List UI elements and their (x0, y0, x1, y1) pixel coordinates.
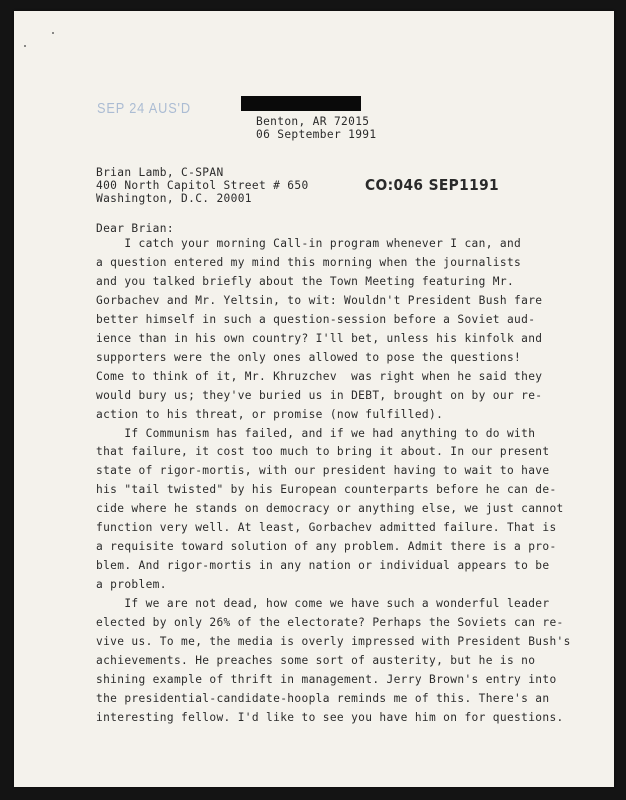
letter-date: 06 September 1991 (256, 128, 377, 141)
body-line: shining example of thrift in management. Jerry Brown's entry into (96, 672, 557, 686)
body-line: ience than in his own country? I'll bet, unless his kinfolk and (96, 331, 543, 345)
body-line: action to his threat, or promise (now fulfilled). (96, 407, 444, 421)
body-line: a question entered my mind this morning when the journalists (96, 255, 522, 269)
body-line: achievements. He preaches some sort of austerity, but he is no (96, 653, 536, 667)
paper-speck (52, 32, 54, 34)
body-line: the presidential-candidate-hoopla reminds me of this. There's an (96, 691, 550, 705)
body-line: If we are not dead, how come we have such a wonderful leader (96, 597, 550, 611)
body-line: his "tail twisted" by his European counterparts before he can de- (96, 483, 557, 497)
body-line: I catch your morning Call-in program whenever I can, and (96, 237, 522, 250)
body-line: function very well. At least, Gorbachev admitted failure. That is (96, 521, 557, 535)
tracking-number-stamp: CO:046 SEP1191 (365, 176, 500, 194)
body-line: If Communism has failed, and if we had anything to do with (96, 426, 536, 440)
salutation: Dear Brian: (96, 222, 174, 235)
recipient-city: Washington, D.C. 20001 (96, 192, 252, 205)
body-line: and you talked briefly about the Town Meeting featuring Mr. (96, 274, 515, 288)
recipient-name: Brian Lamb, C-SPAN (96, 166, 224, 179)
body-line: a problem. (96, 578, 167, 592)
body-line: state of rigor-mortis, with our president having to wait to have (96, 464, 550, 478)
body-line: would bury us; they've buried us in DEBT, brought on by our re- (96, 388, 543, 402)
body-line: a requisite toward solution of any problem. Admit there is a pro- (96, 540, 557, 554)
paper-speck (24, 45, 26, 47)
body-line: elected by only 26% of the electorate? Perhaps the Soviets can re- (96, 616, 564, 629)
body-line: interesting fellow. I'd like to see you have him on for questions. (96, 710, 564, 724)
recipient-street: 400 North Capitol Street # 650 (96, 179, 309, 192)
body-line: Come to think of it, Mr. Khruzchev was right when he said they (96, 369, 543, 383)
redacted-name-bar (241, 96, 361, 111)
body-line: better himself in such a question-session before a Soviet aud- (96, 312, 536, 326)
sender-city: Benton, AR 72015 (256, 115, 370, 128)
body-line: cide where he stands on democracy or anything else, we just cannot (96, 502, 564, 516)
body-line: supporters were the only ones allowed to pose the questions! (96, 350, 522, 364)
received-date-stamp: SEP 24 AUS'D (97, 100, 191, 117)
body-line: that failure, it cost too much to bring it about. In our present (96, 445, 550, 459)
body-line: blem. And rigor-mortis in any nation or individual appears to be (96, 559, 550, 573)
body-line: vive us. To me, the media is overly impressed with President Bush's (96, 634, 571, 648)
body-line: Gorbachev and Mr. Yeltsin, to wit: Wouldn't President Bush fare (96, 293, 543, 307)
